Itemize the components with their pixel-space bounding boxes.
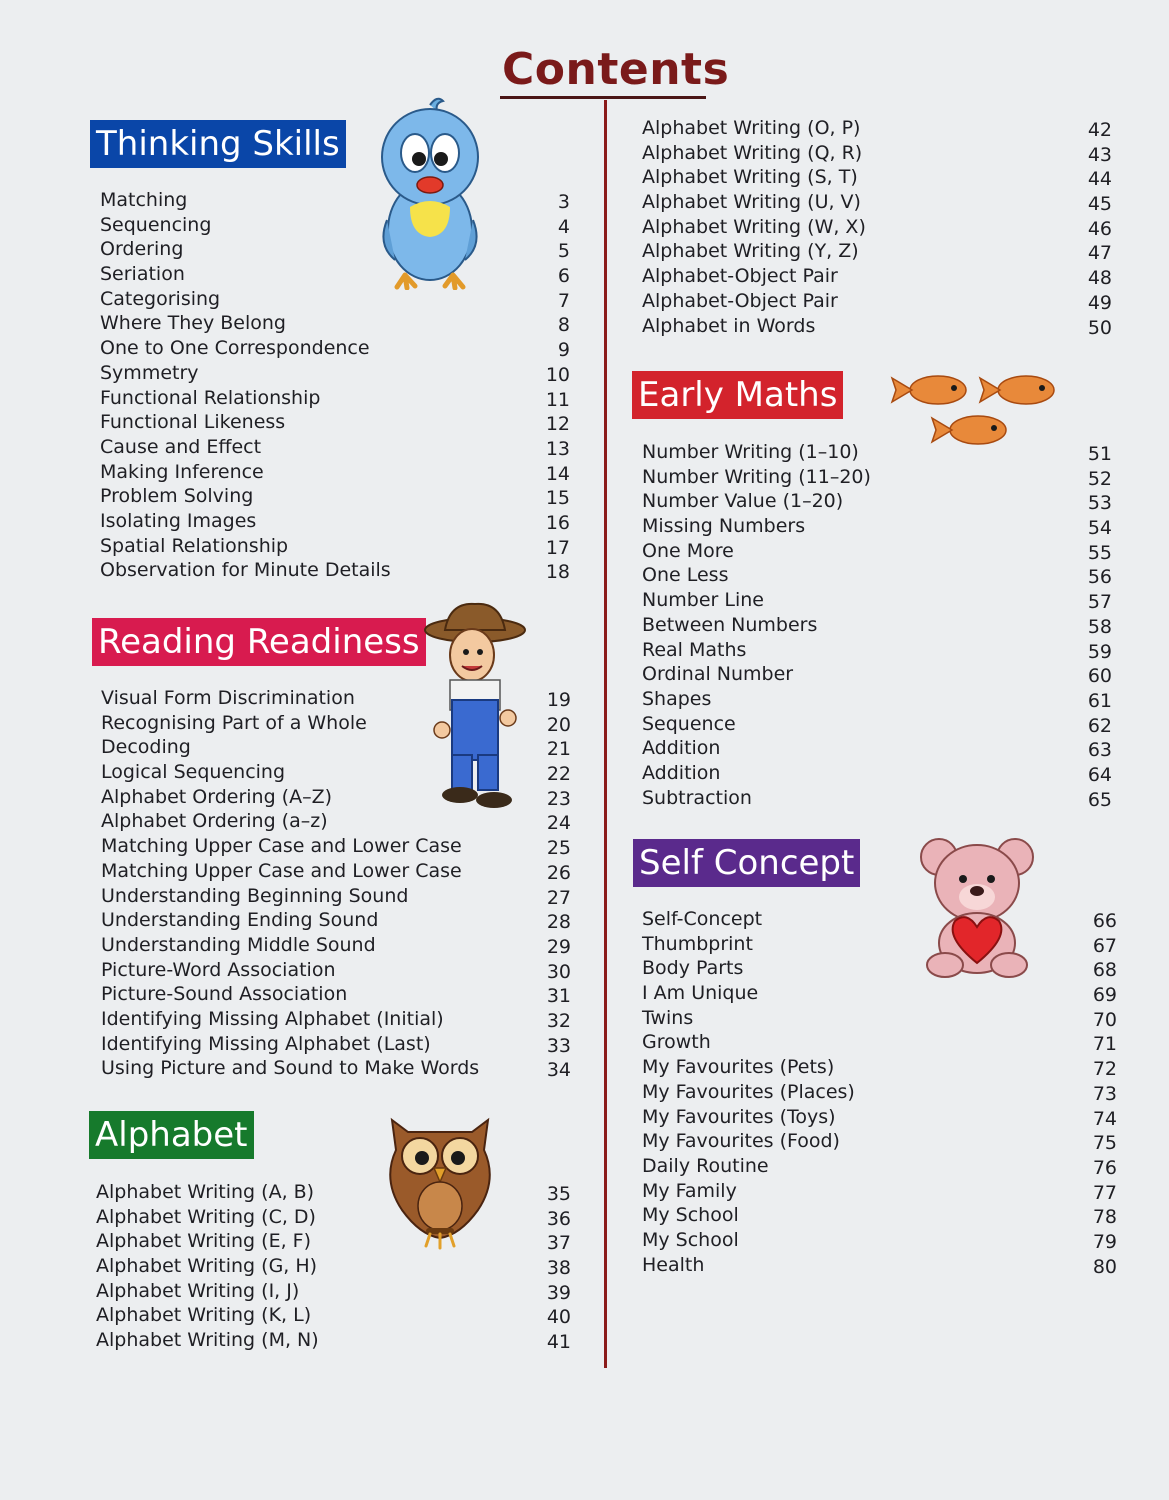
cowboy-boy-illustration bbox=[420, 600, 530, 815]
toc-entry-title: One More bbox=[642, 539, 734, 562]
toc-entry bbox=[101, 933, 571, 958]
toc-entry-page-number: 27 bbox=[546, 886, 571, 909]
toc-entry bbox=[101, 982, 571, 1007]
toc-entry-page-number: 79 bbox=[1092, 1230, 1117, 1253]
toc-entry-page-number: 17 bbox=[545, 536, 570, 559]
section-heading-alphabet: Alphabet bbox=[89, 1111, 254, 1159]
toc-entry-title: Alphabet Writing (K, L) bbox=[96, 1304, 312, 1327]
thinking-skills-list bbox=[100, 188, 570, 583]
toc-entry-page-number: 6 bbox=[557, 265, 570, 288]
toc-entry bbox=[642, 687, 1112, 712]
toc-entry bbox=[100, 188, 570, 213]
section-heading-early-maths: Early Maths bbox=[632, 371, 843, 419]
toc-entry-page-number: 54 bbox=[1087, 517, 1112, 540]
toc-entry-title: Addition bbox=[642, 737, 721, 760]
toc-entry bbox=[100, 237, 570, 262]
toc-entry-title: Logical Sequencing bbox=[101, 761, 286, 784]
toc-entry bbox=[642, 907, 1117, 932]
toc-entry-title: Number Value (1–20) bbox=[642, 490, 844, 513]
toc-entry-page-number: 26 bbox=[546, 861, 571, 884]
toc-entry-page-number: 47 bbox=[1087, 242, 1112, 265]
toc-entry bbox=[101, 884, 571, 909]
toc-entry-title: Ordinal Number bbox=[642, 663, 794, 686]
toc-entry-title: Cause and Effect bbox=[100, 435, 262, 458]
toc-entry-title: Using Picture and Sound to Make Words bbox=[101, 1057, 480, 1080]
toc-entry-title: Alphabet Writing (Q, R) bbox=[642, 141, 863, 164]
toc-entry-page-number: 41 bbox=[546, 1331, 571, 1354]
toc-entry-title: Alphabet Writing (E, F) bbox=[96, 1230, 311, 1253]
toc-entry-title: Number Writing (11–20) bbox=[642, 465, 871, 488]
toc-entry bbox=[96, 1254, 571, 1279]
toc-entry bbox=[642, 239, 1112, 264]
toc-entry-title: Recognising Part of a Whole bbox=[101, 711, 367, 734]
toc-entry-title: My Favourites (Food) bbox=[642, 1130, 840, 1153]
toc-entry-title: Picture-Sound Association bbox=[101, 983, 348, 1006]
toc-entry-title: Sequence bbox=[642, 712, 736, 735]
toc-entry bbox=[100, 361, 570, 386]
section-heading-reading-readiness: Reading Readiness bbox=[92, 618, 426, 666]
toc-entry-page-number: 45 bbox=[1087, 193, 1112, 216]
toc-entry-title: Alphabet in Words bbox=[642, 314, 816, 337]
toc-entry-title: Matching Upper Case and Lower Case bbox=[101, 859, 462, 882]
toc-entry-title: Symmetry bbox=[100, 361, 199, 384]
toc-entry-page-number: 62 bbox=[1087, 714, 1112, 737]
toc-entry-page-number: 73 bbox=[1092, 1082, 1117, 1105]
early-maths-list bbox=[642, 440, 1112, 810]
toc-entry bbox=[642, 1105, 1117, 1130]
toc-entry-page-number: 56 bbox=[1087, 566, 1112, 589]
toc-entry-title: Alphabet-Object Pair bbox=[642, 289, 838, 312]
toc-entry-title: Number Line bbox=[642, 589, 764, 612]
toc-entry bbox=[642, 712, 1112, 737]
toc-entry-page-number: 58 bbox=[1087, 615, 1112, 638]
toc-entry-title: Matching bbox=[100, 189, 188, 211]
toc-entry-title: Understanding Beginning Sound bbox=[101, 884, 409, 907]
toc-entry bbox=[642, 932, 1117, 957]
toc-entry bbox=[101, 859, 571, 884]
toc-entry-page-number: 59 bbox=[1087, 640, 1112, 663]
toc-entry-page-number: 74 bbox=[1092, 1107, 1117, 1130]
toc-entry-title: Alphabet Writing (M, N) bbox=[96, 1329, 319, 1352]
toc-entry-page-number: 48 bbox=[1087, 267, 1112, 290]
toc-entry bbox=[642, 1179, 1117, 1204]
toc-entry-page-number: 28 bbox=[546, 911, 571, 934]
toc-entry-page-number: 20 bbox=[546, 713, 571, 736]
toc-entry bbox=[642, 1253, 1117, 1278]
toc-entry bbox=[642, 539, 1112, 564]
toc-entry-page-number: 42 bbox=[1087, 119, 1112, 141]
toc-entry-page-number: 37 bbox=[546, 1232, 571, 1255]
toc-entry-page-number: 15 bbox=[545, 487, 570, 510]
toc-entry-page-number: 69 bbox=[1092, 984, 1117, 1007]
toc-entry-title: Addition bbox=[642, 761, 721, 784]
toc-entry-title: My Favourites (Places) bbox=[642, 1080, 855, 1103]
toc-entry-title: Making Inference bbox=[100, 460, 264, 483]
toc-entry-page-number: 46 bbox=[1087, 217, 1112, 240]
toc-entry-page-number: 14 bbox=[545, 462, 570, 485]
toc-entry bbox=[642, 165, 1112, 190]
toc-entry-page-number: 66 bbox=[1092, 910, 1117, 932]
toc-entry-title: Understanding Ending Sound bbox=[101, 909, 379, 932]
toc-entry-page-number: 3 bbox=[557, 191, 570, 213]
toc-entry bbox=[100, 336, 570, 361]
toc-entry-title: Alphabet Ordering (a–z) bbox=[101, 810, 328, 833]
toc-entry bbox=[100, 410, 570, 435]
toc-entry-page-number: 77 bbox=[1092, 1181, 1117, 1204]
toc-entry-page-number: 35 bbox=[546, 1183, 571, 1205]
toc-entry-title: Alphabet Writing (O, P) bbox=[642, 117, 861, 139]
toc-entry-title: Alphabet Writing (A, B) bbox=[96, 1181, 315, 1203]
toc-entry bbox=[642, 1080, 1117, 1105]
toc-entry bbox=[642, 190, 1112, 215]
toc-entry-page-number: 8 bbox=[557, 314, 570, 337]
toc-entry-title: Decoding bbox=[101, 736, 191, 759]
toc-entry bbox=[101, 1056, 571, 1081]
toc-entry-page-number: 10 bbox=[545, 363, 570, 386]
toc-entry bbox=[642, 1228, 1117, 1253]
toc-entry-title: Alphabet Writing (C, D) bbox=[96, 1205, 316, 1228]
self-concept-list bbox=[642, 907, 1117, 1277]
toc-entry bbox=[642, 1203, 1117, 1228]
toc-entry-page-number: 65 bbox=[1087, 788, 1112, 811]
bird-illustration bbox=[375, 95, 485, 290]
toc-entry-title: Self-Concept bbox=[642, 908, 763, 930]
toc-entry-title: Shapes bbox=[642, 687, 712, 710]
toc-entry-page-number: 12 bbox=[545, 413, 570, 436]
toc-entry-page-number: 53 bbox=[1087, 492, 1112, 515]
toc-entry-page-number: 70 bbox=[1092, 1008, 1117, 1031]
toc-entry bbox=[100, 213, 570, 238]
toc-entry bbox=[100, 287, 570, 312]
toc-entry-title: Functional Relationship bbox=[100, 386, 321, 409]
toc-entry-title: Health bbox=[642, 1253, 705, 1276]
toc-entry bbox=[100, 558, 570, 583]
toc-entry-page-number: 63 bbox=[1087, 739, 1112, 762]
toc-entry-page-number: 61 bbox=[1087, 689, 1112, 712]
toc-entry-page-number: 23 bbox=[546, 787, 571, 810]
toc-entry bbox=[642, 1006, 1117, 1031]
toc-entry-page-number: 30 bbox=[546, 960, 571, 983]
toc-entry bbox=[100, 386, 570, 411]
toc-entry bbox=[642, 141, 1112, 166]
toc-entry-title: Twins bbox=[642, 1006, 694, 1029]
toc-entry bbox=[642, 215, 1112, 240]
teddy-bear-illustration bbox=[915, 825, 1040, 980]
toc-entry bbox=[642, 736, 1112, 761]
toc-entry bbox=[101, 908, 571, 933]
toc-entry bbox=[642, 563, 1112, 588]
toc-entry-title: One Less bbox=[642, 564, 729, 587]
toc-entry-title: Missing Numbers bbox=[642, 515, 806, 538]
toc-entry-page-number: 57 bbox=[1087, 591, 1112, 614]
toc-entry-title: Identifying Missing Alphabet (Initial) bbox=[101, 1007, 444, 1030]
toc-entry-page-number: 50 bbox=[1087, 316, 1112, 339]
toc-entry bbox=[100, 484, 570, 509]
toc-entry-page-number: 71 bbox=[1092, 1033, 1117, 1056]
toc-entry-title: Daily Routine bbox=[642, 1154, 769, 1177]
toc-entry bbox=[101, 1032, 571, 1057]
toc-entry bbox=[642, 786, 1112, 811]
toc-entry bbox=[642, 289, 1112, 314]
owl-illustration bbox=[380, 1110, 500, 1250]
toc-entry bbox=[101, 958, 571, 983]
toc-entry-title: Identifying Missing Alphabet (Last) bbox=[101, 1032, 431, 1055]
toc-entry-page-number: 13 bbox=[545, 437, 570, 460]
toc-entry bbox=[642, 1154, 1117, 1179]
toc-entry bbox=[642, 116, 1112, 141]
toc-entry-title: Observation for Minute Details bbox=[100, 559, 391, 582]
toc-entry-page-number: 18 bbox=[545, 561, 570, 584]
toc-entry-title: My Family bbox=[642, 1179, 737, 1202]
toc-entry bbox=[96, 1328, 571, 1353]
toc-entry bbox=[101, 834, 571, 859]
toc-entry-title: Alphabet-Object Pair bbox=[642, 265, 838, 288]
alphabet-continued-list bbox=[642, 116, 1112, 338]
fish-illustration bbox=[888, 368, 1063, 450]
toc-entry-title: Alphabet Writing (W, X) bbox=[642, 215, 866, 238]
section-heading-thinking-skills: Thinking Skills bbox=[90, 120, 346, 168]
toc-entry-title: Thumbprint bbox=[642, 932, 753, 955]
toc-entry bbox=[642, 1030, 1117, 1055]
toc-entry-page-number: 75 bbox=[1092, 1132, 1117, 1155]
toc-entry-page-number: 78 bbox=[1092, 1206, 1117, 1229]
toc-entry-page-number: 7 bbox=[557, 289, 570, 312]
toc-entry-page-number: 5 bbox=[557, 240, 570, 263]
toc-entry bbox=[642, 314, 1112, 339]
toc-entry-title: Alphabet Writing (Y, Z) bbox=[642, 240, 859, 263]
toc-entry-page-number: 38 bbox=[546, 1257, 571, 1280]
toc-entry-title: One to One Correspondence bbox=[100, 337, 370, 360]
toc-entry-title: Between Numbers bbox=[642, 613, 818, 636]
toc-entry-title: I Am Unique bbox=[642, 982, 759, 1005]
toc-entry-page-number: 16 bbox=[545, 511, 570, 534]
toc-entry bbox=[100, 262, 570, 287]
toc-entry-title: Number Writing (1–10) bbox=[642, 441, 859, 463]
toc-entry bbox=[642, 465, 1112, 490]
toc-entry bbox=[100, 509, 570, 534]
toc-entry-page-number: 72 bbox=[1092, 1058, 1117, 1081]
toc-entry-title: Picture-Word Association bbox=[101, 958, 336, 981]
toc-entry bbox=[642, 956, 1117, 981]
toc-entry-page-number: 80 bbox=[1092, 1255, 1117, 1278]
toc-entry bbox=[642, 613, 1112, 638]
toc-entry-title: Ordering bbox=[100, 238, 184, 261]
toc-entry-page-number: 55 bbox=[1087, 541, 1112, 564]
toc-entry-page-number: 21 bbox=[546, 738, 571, 761]
toc-entry-title: My School bbox=[642, 1204, 739, 1227]
toc-entry-title: My School bbox=[642, 1228, 739, 1251]
toc-entry-page-number: 25 bbox=[546, 837, 571, 860]
toc-entry-title: My Favourites (Toys) bbox=[642, 1105, 836, 1128]
toc-entry-title: Visual Form Discrimination bbox=[101, 687, 355, 709]
toc-entry-title: Real Maths bbox=[642, 638, 747, 661]
toc-entry-title: Body Parts bbox=[642, 957, 744, 980]
toc-entry-title: Alphabet Writing (S, T) bbox=[642, 166, 858, 189]
toc-entry bbox=[642, 264, 1112, 289]
toc-entry bbox=[642, 1129, 1117, 1154]
toc-entry-page-number: 32 bbox=[546, 1009, 571, 1032]
toc-entry-title: Functional Likeness bbox=[100, 411, 286, 434]
toc-entry-page-number: 33 bbox=[546, 1034, 571, 1057]
column-divider bbox=[604, 100, 607, 1368]
toc-entry-page-number: 9 bbox=[557, 339, 570, 362]
toc-entry-page-number: 40 bbox=[546, 1306, 571, 1329]
toc-entry-page-number: 67 bbox=[1092, 934, 1117, 957]
toc-entry bbox=[100, 435, 570, 460]
toc-entry bbox=[642, 638, 1112, 663]
toc-entry bbox=[96, 1303, 571, 1328]
toc-entry bbox=[642, 981, 1117, 1006]
toc-entry-title: Isolating Images bbox=[100, 509, 257, 532]
toc-entry-page-number: 39 bbox=[546, 1281, 571, 1304]
toc-entry-title: Seriation bbox=[100, 263, 185, 286]
toc-entry bbox=[642, 761, 1112, 786]
toc-entry-page-number: 64 bbox=[1087, 763, 1112, 786]
toc-entry-title: Alphabet Ordering (A–Z) bbox=[101, 785, 333, 808]
toc-entry-title: Subtraction bbox=[642, 786, 752, 809]
toc-entry-title: Where They Belong bbox=[100, 312, 286, 335]
toc-entry-page-number: 49 bbox=[1087, 291, 1112, 314]
toc-entry bbox=[101, 1007, 571, 1032]
toc-entry-page-number: 4 bbox=[557, 215, 570, 238]
toc-entry-title: Matching Upper Case and Lower Case bbox=[101, 835, 462, 858]
toc-entry-page-number: 34 bbox=[546, 1059, 571, 1082]
toc-entry-title: Alphabet Writing (U, V) bbox=[642, 191, 861, 214]
toc-entry-page-number: 22 bbox=[546, 763, 571, 786]
toc-entry bbox=[642, 662, 1112, 687]
toc-entry-title: Growth bbox=[642, 1031, 711, 1054]
toc-entry-title: Understanding Middle Sound bbox=[101, 933, 376, 956]
toc-entry-title: Alphabet Writing (I, J) bbox=[96, 1279, 300, 1302]
title-underline bbox=[500, 96, 706, 99]
toc-entry bbox=[100, 311, 570, 336]
toc-entry-title: Problem Solving bbox=[100, 485, 254, 508]
toc-entry-page-number: 68 bbox=[1092, 959, 1117, 982]
toc-entry-page-number: 44 bbox=[1087, 168, 1112, 191]
toc-entry-title: Categorising bbox=[100, 287, 221, 310]
toc-entry-page-number: 76 bbox=[1092, 1156, 1117, 1179]
toc-entry-title: Spatial Relationship bbox=[100, 534, 289, 557]
toc-entry-title: Sequencing bbox=[100, 213, 212, 236]
toc-entry bbox=[642, 514, 1112, 539]
toc-entry-page-number: 19 bbox=[546, 689, 571, 711]
toc-entry-title: My Favourites (Pets) bbox=[642, 1056, 835, 1079]
toc-entry bbox=[642, 1055, 1117, 1080]
toc-entry-page-number: 31 bbox=[546, 985, 571, 1008]
toc-entry-page-number: 52 bbox=[1087, 467, 1112, 490]
toc-entry-page-number: 43 bbox=[1087, 143, 1112, 166]
toc-entry-page-number: 51 bbox=[1087, 443, 1112, 465]
toc-entry-page-number: 24 bbox=[546, 812, 571, 835]
toc-entry bbox=[100, 534, 570, 559]
toc-entry bbox=[642, 489, 1112, 514]
toc-entry-page-number: 11 bbox=[545, 388, 570, 411]
page-title: Contents bbox=[502, 44, 730, 95]
toc-entry bbox=[100, 460, 570, 485]
section-heading-self-concept: Self Concept bbox=[633, 839, 860, 887]
toc-entry-page-number: 60 bbox=[1087, 665, 1112, 688]
toc-entry bbox=[96, 1279, 571, 1304]
toc-entry-title: Alphabet Writing (G, H) bbox=[96, 1255, 318, 1278]
toc-entry bbox=[642, 588, 1112, 613]
toc-entry-page-number: 29 bbox=[546, 935, 571, 958]
toc-entry-page-number: 36 bbox=[546, 1207, 571, 1230]
